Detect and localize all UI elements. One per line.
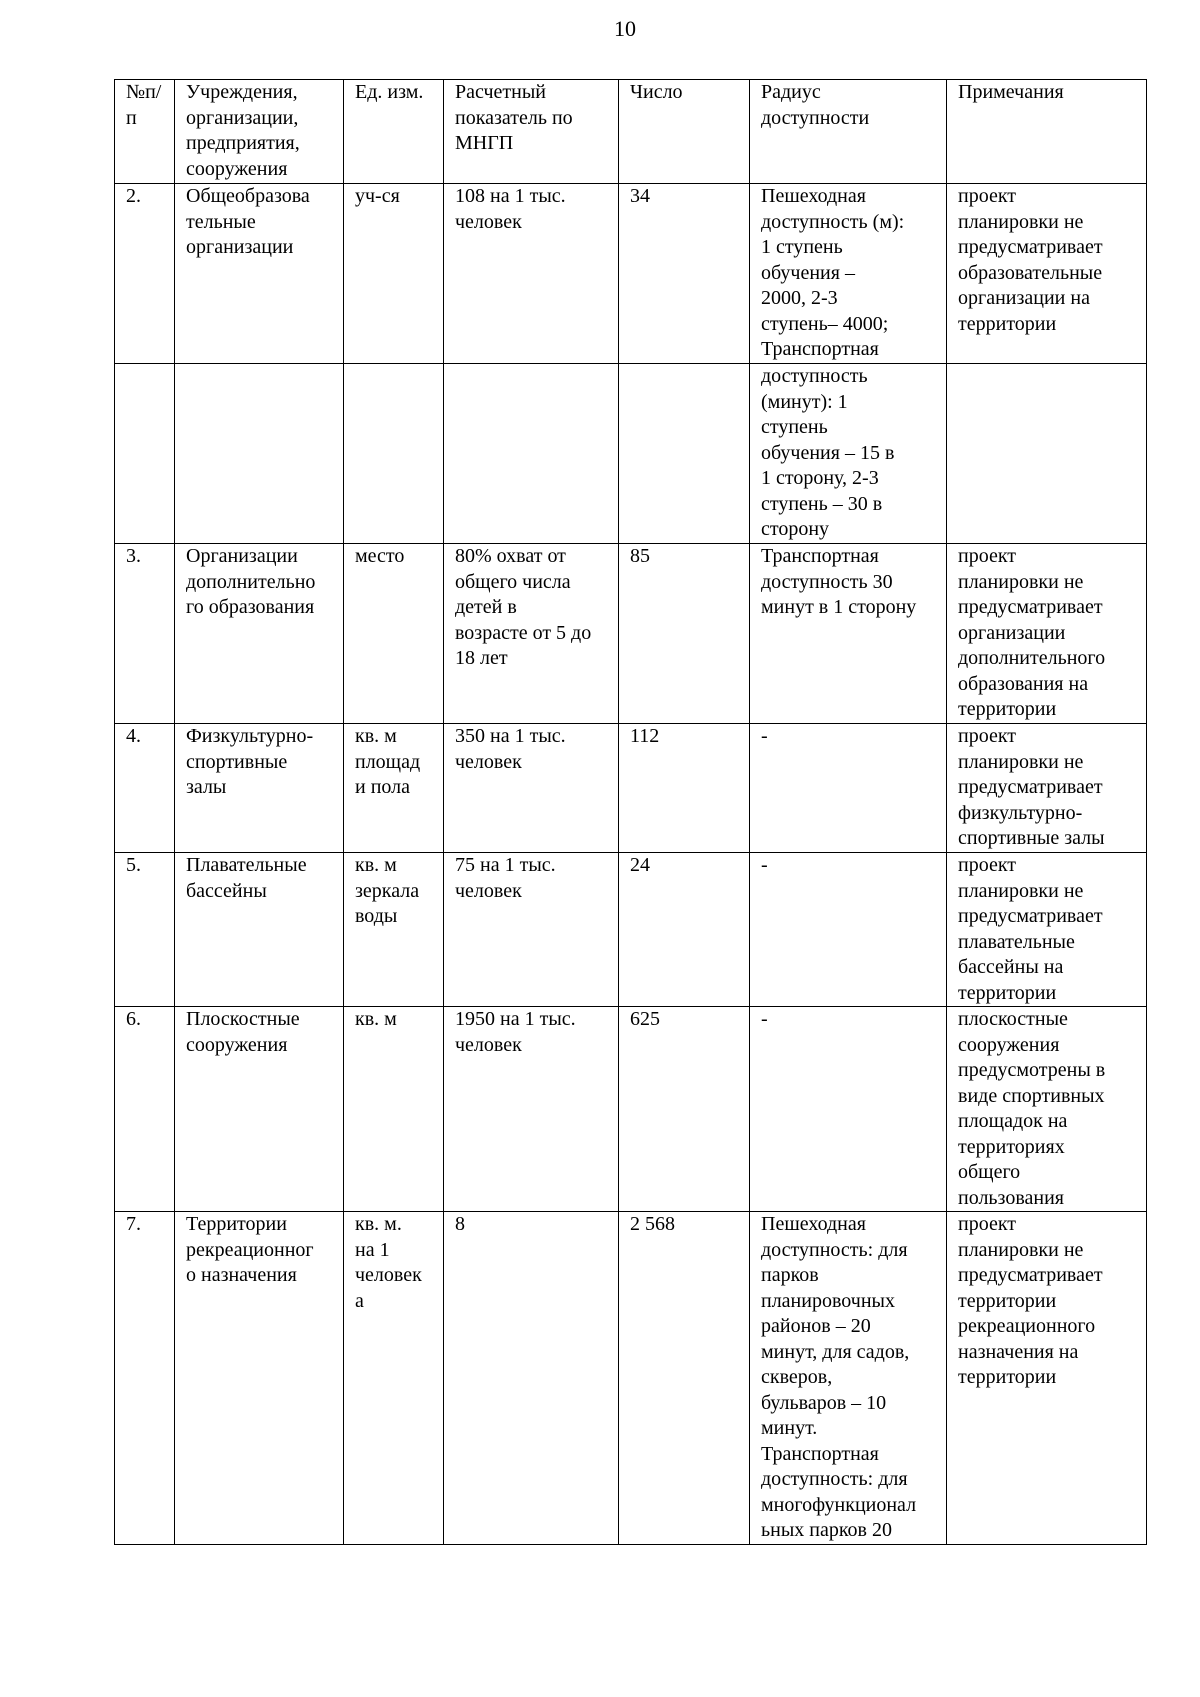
table-cell: Организации дополнительно го образования — [175, 544, 344, 724]
table-cell: Общеобразова тельные организации — [175, 184, 344, 364]
table-cell: 7. — [115, 1212, 175, 1545]
table-cell: 112 — [619, 724, 750, 853]
table-row — [115, 184, 1147, 364]
header-cell-number: №п/ п — [115, 80, 175, 184]
table-cell: место — [344, 544, 444, 724]
table-cell: 85 — [619, 544, 750, 724]
table-cell — [344, 364, 444, 544]
table-cell — [947, 364, 1147, 544]
table-cell: 80% охват от общего числа детей в возрасте от 5 до 18 лет — [444, 544, 619, 724]
header-cell-indicator: Расчетный показатель по МНГП — [444, 80, 619, 184]
table-cell: 8 — [444, 1212, 619, 1545]
table-cell: проект планировки не предусматривает физкультурно- спортивные залы — [947, 724, 1147, 853]
table-cell: Плавательные бассейны — [175, 853, 344, 1007]
table-cell: 3. — [115, 544, 175, 724]
table-cell: - — [750, 1007, 947, 1212]
table-cell: 108 на 1 тыс. человек — [444, 184, 619, 364]
header-cell-count: Число — [619, 80, 750, 184]
table-cell: доступность (минут): 1 ступень обучения – 15 в 1 сторону, 2-3 ступень – 30 в сторону — [750, 364, 947, 544]
table-cell: 34 — [619, 184, 750, 364]
table-cell: Физкультурно- спортивные залы — [175, 724, 344, 853]
table-row — [115, 724, 1147, 853]
table-row — [115, 544, 1147, 724]
table-cell: - — [750, 724, 947, 853]
table-row — [115, 1212, 1147, 1545]
table-cell: 2 568 — [619, 1212, 750, 1545]
table-cell: 5. — [115, 853, 175, 1007]
table-cell: проект планировки не предусматривает плавательные бассейны на территории — [947, 853, 1147, 1007]
table-cell: - — [750, 853, 947, 1007]
table-cell: уч-ся — [344, 184, 444, 364]
table-cell: кв. м зеркала воды — [344, 853, 444, 1007]
header-cell-notes: Примечания — [947, 80, 1147, 184]
table-cell: 1950 на 1 тыс. человек — [444, 1007, 619, 1212]
table-cell: 350 на 1 тыс. человек — [444, 724, 619, 853]
table-cell: кв. м. на 1 человек а — [344, 1212, 444, 1545]
table-cell: кв. м — [344, 1007, 444, 1212]
table-row — [115, 364, 1147, 544]
table-header-row — [115, 80, 1147, 184]
table-cell — [619, 364, 750, 544]
table-cell: 4. — [115, 724, 175, 853]
table-cell: плоскостные сооружения предусмотрены в виде спортивных площадок на территориях общего пользования — [947, 1007, 1147, 1212]
table-cell: 75 на 1 тыс. человек — [444, 853, 619, 1007]
header-cell-institution: Учреждения, организации, предприятия, сооружения — [175, 80, 344, 184]
table-row — [115, 853, 1147, 1007]
table-cell — [444, 364, 619, 544]
table-cell: Транспортная доступность 30 минут в 1 сторону — [750, 544, 947, 724]
table-cell: проект планировки не предусматривает организации дополнительного образования на территории — [947, 544, 1147, 724]
table-row — [115, 1007, 1147, 1212]
table-cell: Плоскостные сооружения — [175, 1007, 344, 1212]
table-cell: Пешеходная доступность (м): 1 ступень обучения – 2000, 2-3 ступень– 4000; Транспортная — [750, 184, 947, 364]
table-cell: 24 — [619, 853, 750, 1007]
page-number: 10 — [614, 16, 636, 41]
table-cell: проект планировки не предусматривает образовательные организации на территории — [947, 184, 1147, 364]
table-cell: Территории рекреационног о назначения — [175, 1212, 344, 1545]
table-cell — [175, 364, 344, 544]
table-cell: 2. — [115, 184, 175, 364]
header-cell-radius: Радиус доступности — [750, 80, 947, 184]
table-cell: 625 — [619, 1007, 750, 1212]
table-cell: кв. м площад и пола — [344, 724, 444, 853]
table-cell — [115, 364, 175, 544]
table-cell: Пешеходная доступность: для парков планировочных районов – 20 минут, для садов, скверов, бульваров – 10 минут. Транспортная доступность: для многофункционал ьных парков 20 — [750, 1212, 947, 1545]
table-cell: 6. — [115, 1007, 175, 1212]
norms-table — [114, 79, 1147, 1545]
table-cell: проект планировки не предусматривает территории рекреационного назначения на территории — [947, 1212, 1147, 1545]
header-cell-unit: Ед. изм. — [344, 80, 444, 184]
